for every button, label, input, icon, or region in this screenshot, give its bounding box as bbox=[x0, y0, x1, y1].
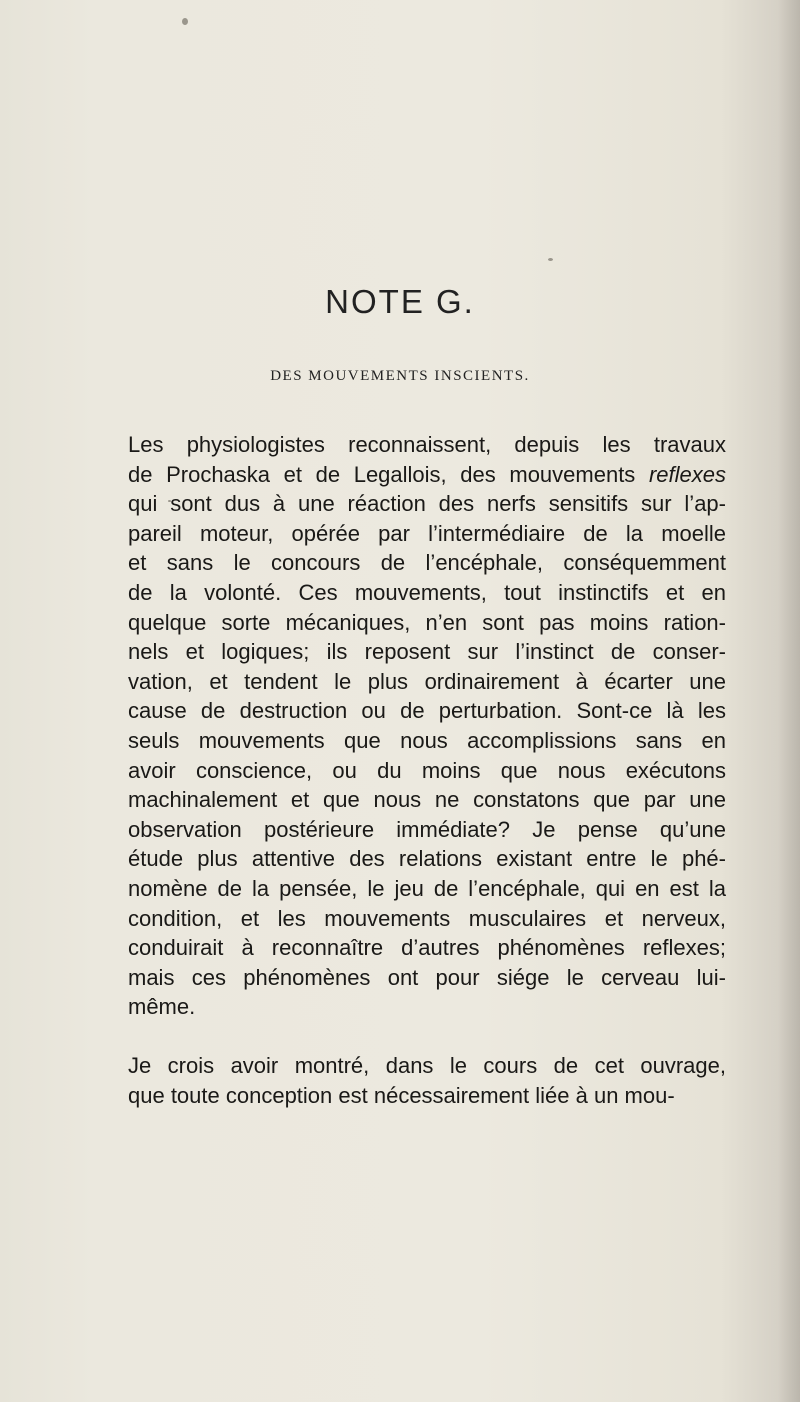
text-line: nomène de la pensée, le jeu de l’encéphale, qui en est la bbox=[128, 875, 726, 901]
text-line: condition, et les mouvements musculaires et nerveux, bbox=[128, 905, 726, 931]
text-line: cause de destruction ou de perturbation. Sont-ce là les bbox=[128, 698, 726, 724]
text-line: conduirait à reconnaître d’autres phénomènes reflexes; bbox=[128, 935, 726, 961]
italic-word: reflexes bbox=[648, 461, 726, 487]
text-line: vation, et tendent le plus ordinairement à écarter une bbox=[128, 668, 726, 694]
text-line: nels et logiques; ils reposent sur l’instinct de conser- bbox=[128, 639, 726, 665]
text-line: avoir conscience, ou du moins que nous exécutons bbox=[128, 757, 726, 783]
note-title: NOTE G. bbox=[325, 283, 475, 320]
note-subtitle: DES MOUVEMENTS INSCIENTS. bbox=[270, 368, 530, 384]
text-line: même. bbox=[128, 994, 196, 1020]
body-text bbox=[128, 430, 726, 1111]
text-line: que toute conception est nécessairement liée à un mou- bbox=[128, 1083, 675, 1109]
text-line: qui sont dus à une réaction des nerfs sensitifs sur l’ap- bbox=[128, 491, 726, 517]
text-line: pareil moteur, opérée par l’intermédiaire de la moelle bbox=[128, 520, 726, 546]
text-line: mais ces phénomènes ont pour siége le cerveau lui- bbox=[128, 964, 726, 990]
text-line: Les physiologistes reconnaissent, depuis les travaux bbox=[128, 432, 726, 457]
paper-speck bbox=[548, 258, 553, 261]
text-line: seuls mouvements que nous accomplissions sans en bbox=[128, 727, 726, 753]
text-line bbox=[128, 460, 726, 490]
text-line: et sans le concours de l’encéphale, conséquemment bbox=[128, 550, 726, 576]
text-line: quelque sorte mécaniques, n’en sont pas moins ration- bbox=[128, 609, 726, 635]
text-line: étude plus attentive des relations existant entre le phé- bbox=[128, 846, 726, 872]
text-line bbox=[128, 1022, 726, 1052]
text-line: machinalement et que nous ne constatons que par une bbox=[128, 787, 726, 813]
text-line: Je crois avoir montré, dans le cours de cet ouvrage, bbox=[128, 1053, 726, 1079]
paper-speck bbox=[182, 18, 188, 25]
page-edge-shadow bbox=[778, 0, 800, 1402]
text-segment: de Prochaska et de Legallois, des mouvements bbox=[128, 461, 636, 487]
text-line: observation postérieure immédiate? Je pense qu’une bbox=[128, 816, 726, 842]
text-line: de la volonté. Ces mouvements, tout instinctifs et en bbox=[128, 579, 726, 605]
